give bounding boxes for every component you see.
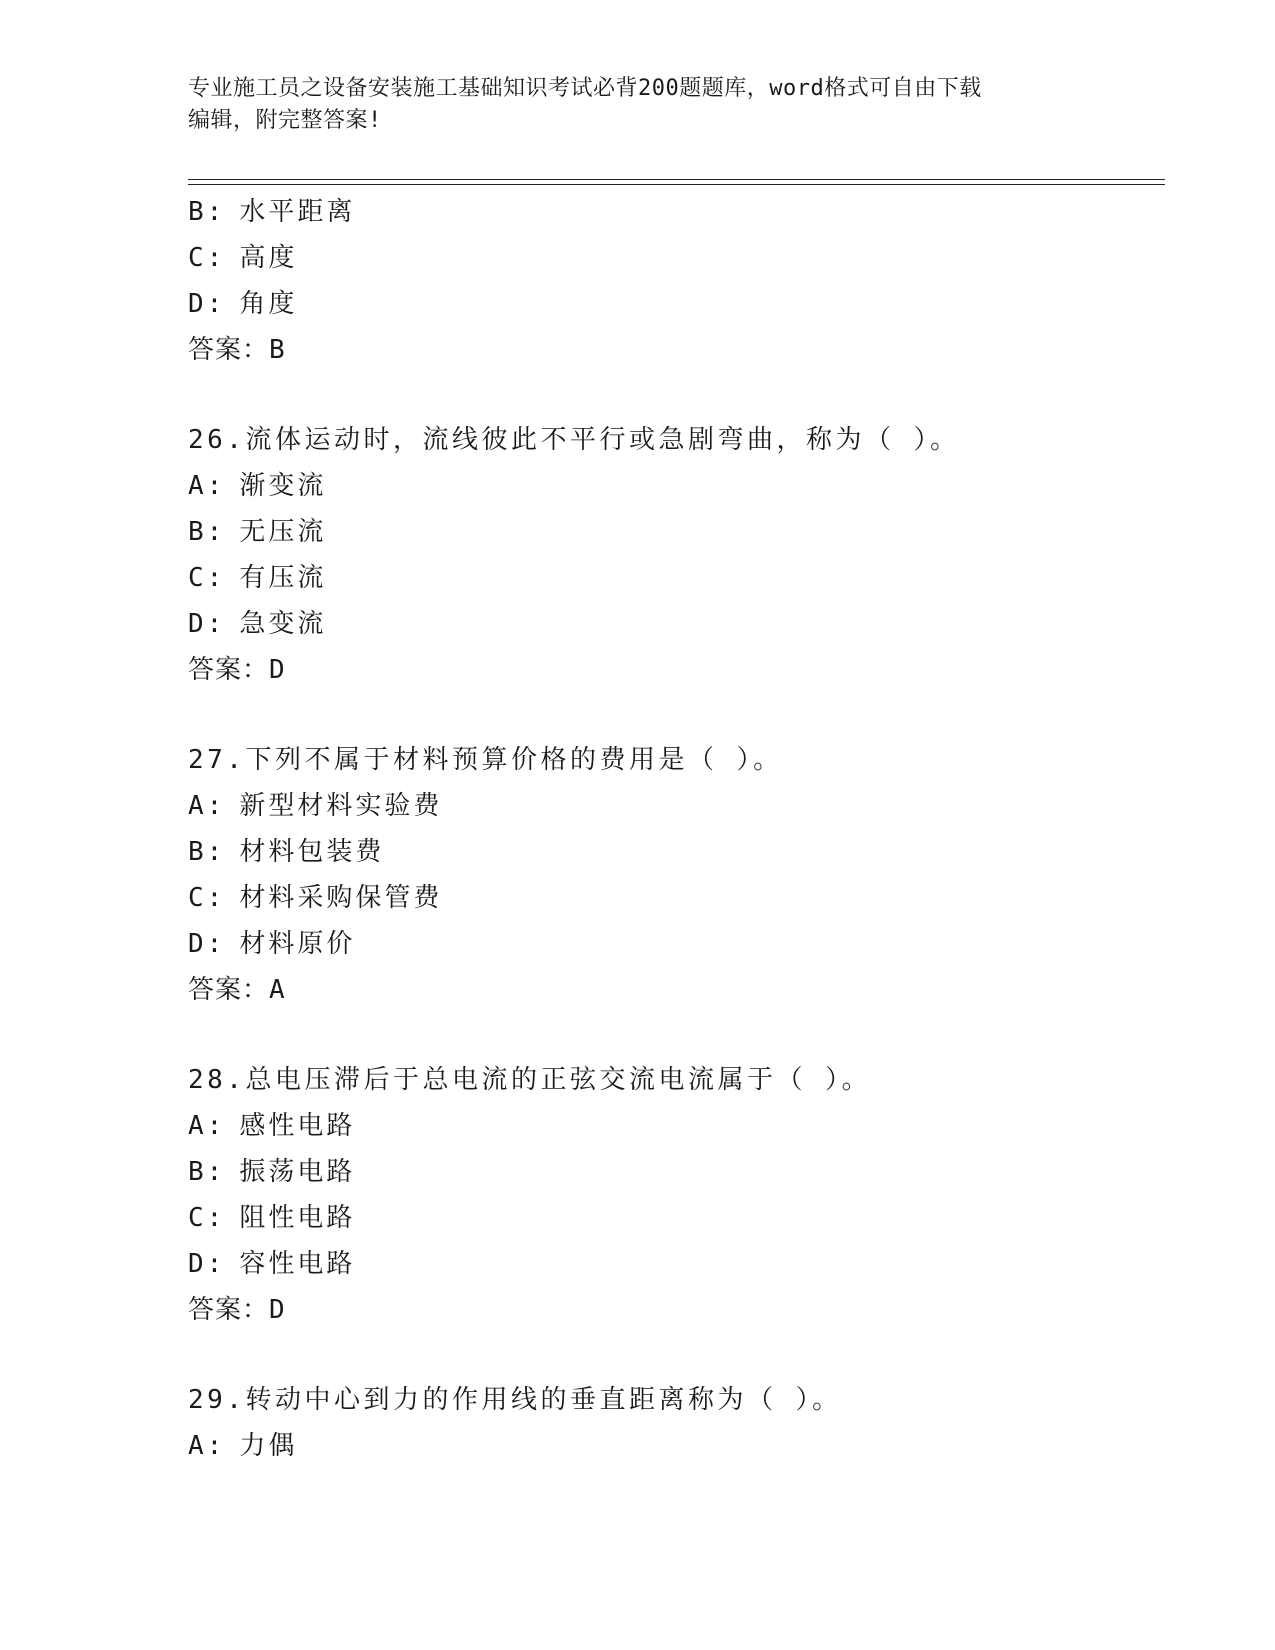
option-text: 新型材料实验费 [239, 791, 443, 821]
option-key: D: [188, 609, 226, 639]
question-26 [188, 417, 1165, 693]
option-key: A: [188, 1111, 226, 1141]
option-text: 高度 [239, 243, 298, 273]
option-key: D: [188, 289, 226, 319]
option-key: B: [188, 517, 226, 547]
question-text: 转动中心到力的作用线的垂直距离称为（ ）。 [245, 1385, 842, 1415]
option-text: 有压流 [239, 563, 327, 593]
option-item [188, 783, 1165, 829]
option-key: B: [188, 1157, 226, 1187]
option-key: C: [188, 1203, 226, 1233]
option-text: 水平距离 [239, 197, 356, 227]
option-item [188, 1423, 1165, 1469]
answer-label: 答案： [188, 1295, 270, 1325]
option-text: 材料包装费 [239, 837, 385, 867]
option-text: 感性电路 [239, 1111, 356, 1141]
answer-label: 答案： [188, 655, 270, 685]
option-text: 容性电路 [239, 1249, 356, 1279]
answer-line [188, 327, 1165, 373]
option-text: 角度 [239, 289, 298, 319]
option-item [188, 875, 1165, 921]
answer-label: 答案： [188, 335, 270, 365]
answer-line [188, 1287, 1165, 1333]
question-27 [188, 737, 1165, 1013]
question-text: 下列不属于材料预算价格的费用是（ ）。 [245, 745, 783, 775]
question-stem [188, 417, 1165, 463]
option-text: 力偶 [239, 1431, 298, 1461]
question-stem [188, 1377, 1165, 1423]
answer-line [188, 647, 1165, 693]
answer-label: 答案： [188, 975, 270, 1005]
option-text: 材料采购保管费 [239, 883, 443, 913]
option-key: C: [188, 883, 226, 913]
option-key: A: [188, 1431, 226, 1461]
answer-value: B [269, 335, 286, 365]
question-text: 总电压滞后于总电流的正弦交流电流属于（ ）。 [245, 1065, 872, 1095]
option-key: A: [188, 471, 226, 501]
option-key: B: [188, 197, 226, 227]
option-text: 渐变流 [239, 471, 327, 501]
option-item [188, 555, 1165, 601]
option-item [188, 509, 1165, 555]
question-stem [188, 1057, 1165, 1103]
option-text: 无压流 [239, 517, 327, 547]
question-29 [188, 1377, 1165, 1469]
question-number: 28. [188, 1065, 246, 1095]
option-text: 急变流 [239, 609, 327, 639]
question-25-continued [188, 189, 1165, 373]
document-header [188, 73, 1088, 137]
answer-line [188, 967, 1165, 1013]
question-list [188, 189, 1165, 1469]
answer-value: A [269, 975, 286, 1005]
question-number: 27. [188, 745, 246, 775]
option-item [188, 921, 1165, 967]
option-key: C: [188, 563, 226, 593]
question-28 [188, 1057, 1165, 1333]
option-key: A: [188, 791, 226, 821]
option-key: B: [188, 837, 226, 867]
question-text: 流体运动时，流线彼此不平行或急剧弯曲，称为（ ）。 [245, 425, 960, 455]
answer-value: D [269, 655, 286, 685]
question-number: 29. [188, 1385, 246, 1415]
option-key: D: [188, 929, 226, 959]
option-item [188, 235, 1165, 281]
option-item [188, 1241, 1165, 1287]
option-item [188, 601, 1165, 647]
option-text: 振荡电路 [239, 1157, 356, 1187]
header-title-line-1: 专业施工员之设备安装施工基础知识考试必背200题题库，word格式可自由下载 [188, 76, 982, 101]
header-title-line-2: 编辑，附完整答案! [188, 108, 382, 133]
option-text: 阻性电路 [239, 1203, 356, 1233]
option-text: 材料原价 [239, 929, 356, 959]
answer-value: D [269, 1295, 286, 1325]
option-item [188, 1103, 1165, 1149]
option-item [188, 1149, 1165, 1195]
option-key: C: [188, 243, 226, 273]
header-divider-bottom [188, 184, 1165, 185]
option-item [188, 189, 1165, 235]
option-key: D: [188, 1249, 226, 1279]
option-item [188, 1195, 1165, 1241]
option-item [188, 281, 1165, 327]
question-stem [188, 737, 1165, 783]
option-item [188, 463, 1165, 509]
option-item [188, 829, 1165, 875]
question-number: 26. [188, 425, 246, 455]
header-divider-top [188, 179, 1165, 180]
